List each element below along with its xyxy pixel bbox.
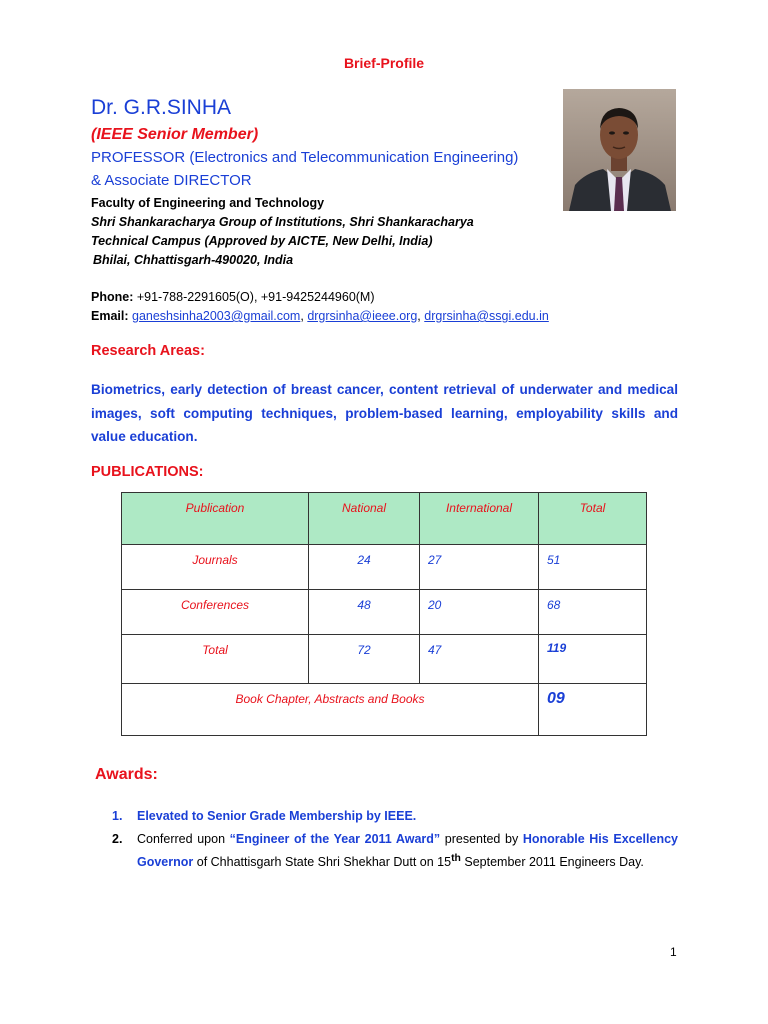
phone-value: +91-788-2291605(O), +91-9425244960(M) — [136, 290, 375, 304]
cell-journals-total: 51 — [539, 545, 647, 590]
cell-total-total: 119 — [539, 635, 647, 684]
list-item — [112, 806, 678, 826]
faculty-line: Faculty of Engineering and Technology — [91, 196, 325, 210]
award-1-text: Elevated to Senior Grade Membership by IEEE. — [137, 809, 417, 823]
position-line-2: & Associate DIRECTOR — [91, 172, 252, 189]
cell-conferences-national: 48 — [309, 590, 420, 635]
cell-total-national: 72 — [309, 635, 420, 684]
list-item-number: 2. — [112, 832, 123, 846]
award-2-part-c: presented by — [440, 832, 523, 846]
profile-photo — [563, 89, 676, 211]
institution-line-2: Technical Campus (Approved by AICTE, New Delhi, India) — [91, 234, 433, 248]
research-areas-text: Biometrics, early detection of breast cancer, content retrieval of underwater and medical images, soft computing techniques, problem-based learning, employability skills and value education. — [91, 382, 678, 444]
award-2-title: “Engineer of the Year 2011 Award” — [229, 832, 441, 846]
person-name: Dr. G.R.SINHA — [91, 96, 232, 119]
email-link-gmail[interactable]: ganeshsinha2003@gmail.com — [132, 309, 301, 323]
awards-heading: Awards: — [95, 766, 158, 783]
email-line — [91, 309, 549, 323]
institution-line-1: Shri Shankaracharya Group of Institutions, Shri Shankaracharya — [91, 215, 474, 229]
address-line: Bhilai, Chhattisgarh-490020, India — [93, 253, 294, 267]
phone-line — [91, 290, 375, 304]
email-separator: , — [417, 309, 425, 323]
email-link-ieee[interactable]: drgrsinha@ieee.org — [307, 309, 418, 323]
phone-label: Phone: — [91, 290, 134, 304]
cell-journals-national: 24 — [309, 545, 420, 590]
award-2-part-f: September 2011 Engineers Day. — [460, 855, 644, 870]
email-separator: , — [300, 309, 308, 323]
document-title: Brief-Profile — [343, 55, 425, 71]
list-item-number: 1. — [112, 809, 123, 823]
email-link-ssgi[interactable]: drgrsinha@ssgi.edu.in — [424, 309, 549, 323]
award-2-part-a: Conferred upon — [137, 832, 230, 846]
award-2-superscript: th — [451, 853, 461, 864]
table-row — [122, 590, 647, 635]
cell-conferences-total: 68 — [539, 590, 647, 635]
row-label-total: Total — [122, 635, 309, 684]
award-2-part-e: of Chhattisgarh State Shri Shekhar Dutt on 15 — [193, 855, 452, 870]
position-line-1: PROFESSOR (Electronics and Telecommunication Engineering) — [91, 149, 519, 166]
table-header-publication: Publication — [122, 493, 309, 545]
cell-journals-international: 27 — [420, 545, 539, 590]
cell-books-total: 09 — [539, 684, 647, 736]
research-areas-heading: Research Areas: — [91, 343, 205, 359]
table-header-international: International — [420, 493, 539, 545]
profile-photo-image — [563, 89, 676, 211]
row-label-conferences: Conferences — [122, 590, 309, 635]
table-header-row — [122, 493, 647, 545]
awards-list — [112, 806, 678, 872]
publications-table — [121, 492, 647, 736]
cell-conferences-international: 20 — [420, 590, 539, 635]
table-row — [122, 635, 647, 684]
award-2-presenter: Honorable His Excellency Governor — [137, 832, 678, 870]
email-label: Email: — [91, 309, 129, 323]
table-header-national: National — [309, 493, 420, 545]
table-row — [122, 545, 647, 590]
publications-heading: PUBLICATIONS: — [91, 464, 204, 480]
page-number: 1 — [670, 945, 677, 959]
table-header-total: Total — [539, 493, 647, 545]
list-item — [112, 829, 678, 872]
membership-line: (IEEE Senior Member) — [91, 126, 259, 143]
row-label-books: Book Chapter, Abstracts and Books — [122, 684, 539, 736]
cell-total-international: 47 — [420, 635, 539, 684]
table-row — [122, 684, 647, 736]
row-label-journals: Journals — [122, 545, 309, 590]
